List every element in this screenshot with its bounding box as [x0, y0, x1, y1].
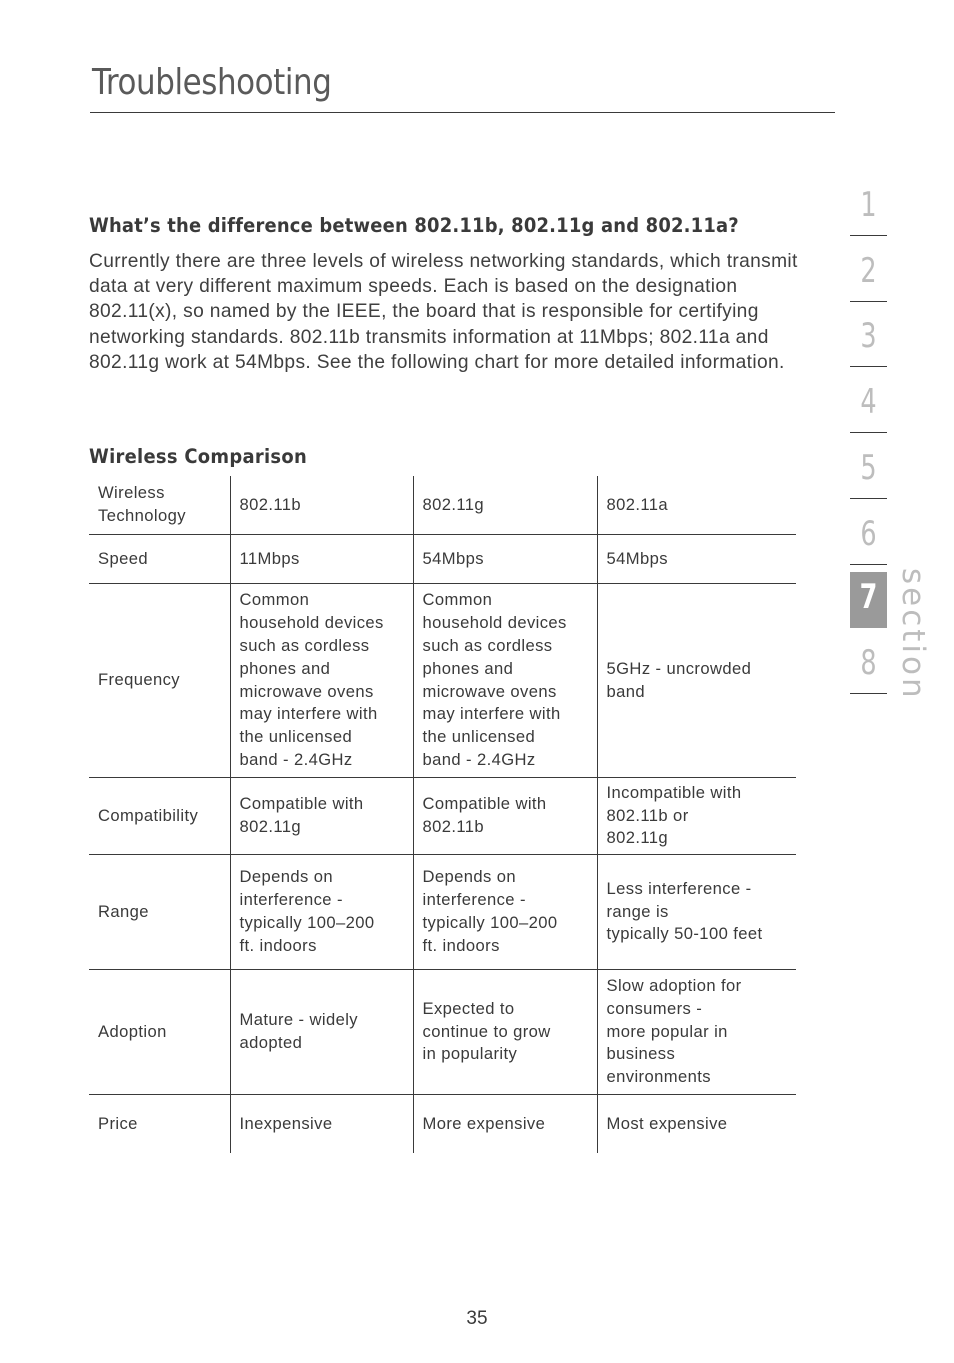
table-cell: 54Mbps [413, 535, 597, 584]
table-cell: Frequency [89, 584, 230, 778]
table-cell: Speed [89, 535, 230, 584]
table-cell: Expected to continue to grow in popularity [413, 970, 597, 1095]
table-cell: 802.11g [413, 476, 597, 535]
table-row [89, 778, 796, 855]
table-heading: Wireless Comparison [89, 445, 308, 468]
table-row [89, 855, 796, 970]
table-row [89, 1095, 796, 1154]
section-tab-5[interactable]: 5 [850, 443, 887, 499]
table-cell: 5GHz - uncrowded band [597, 584, 796, 778]
title-divider [90, 112, 835, 113]
faq-answer: Currently there are three levels of wireless networking standards, which transmit data at very different maximum speeds. Each is based on the designation 802.11(x), so named by the IEEE, the board that is responsible for certifying networking standards. 802.11b transmits information at 11Mbps; 802.11a and 802.11g work at 54Mbps. See the following chart for more detailed information. [89, 251, 798, 373]
faq-question: What’s the difference between 802.11b, 802.11g and 802.11a? [89, 214, 739, 237]
table-cell: Adoption [89, 970, 230, 1095]
table-cell: Compatible with 802.11b [413, 778, 597, 855]
table-cell: Depends on interference - typically 100–200 ft. indoors [230, 855, 413, 970]
table-cell: Slow adoption for consumers - more popular in business environments [597, 970, 796, 1095]
section-tab-7-active[interactable]: 7 [850, 572, 887, 628]
table-row [89, 970, 796, 1095]
section-tab-8[interactable]: 8 [850, 638, 887, 694]
table-cell: 802.11a [597, 476, 796, 535]
table-cell: Mature - widely adopted [230, 970, 413, 1095]
section-tab-4[interactable]: 4 [850, 377, 887, 433]
table-row [89, 476, 796, 535]
section-label: section [895, 568, 931, 701]
section-tab-6[interactable]: 6 [850, 509, 887, 565]
wireless-comparison-table [89, 476, 796, 1153]
section-tab-1[interactable]: 1 [850, 180, 887, 236]
table-cell: Compatibility [89, 778, 230, 855]
table-cell: Common household devices such as cordless phones and microwave ovens may interfere with the unlicensed band - 2.4GHz [230, 584, 413, 778]
section-tab-3[interactable]: 3 [850, 311, 887, 367]
table-cell: Inexpensive [230, 1095, 413, 1154]
page-number: 35 [466, 1308, 488, 1329]
table-cell: Price [98, 1113, 138, 1133]
table-row [89, 535, 796, 584]
table-cell: Incompatible with 802.11b or 802.11g [597, 778, 796, 855]
table-cell: Less interference - range is typically 50-100 feet [597, 855, 796, 970]
table-cell: 11Mbps [230, 535, 413, 584]
page-title: Troubleshooting [92, 62, 332, 103]
table-cell: Most expensive [597, 1095, 796, 1154]
section-tab-2[interactable]: 2 [850, 246, 887, 302]
table-cell: Depends on interference - typically 100–200 ft. indoors [413, 855, 597, 970]
table-cell: 802.11b [230, 476, 413, 535]
table-row [89, 584, 796, 778]
table-cell: 54Mbps [597, 535, 796, 584]
table-cell: Wireless Technology [89, 476, 230, 535]
table-cell: Compatible with 802.11g [230, 778, 413, 855]
table-cell: Common household devices such as cordless phones and microwave ovens may interfere with the unlicensed band - 2.4GHz [413, 584, 597, 778]
table-cell: More expensive [413, 1095, 597, 1154]
table-cell: Range [89, 855, 230, 970]
